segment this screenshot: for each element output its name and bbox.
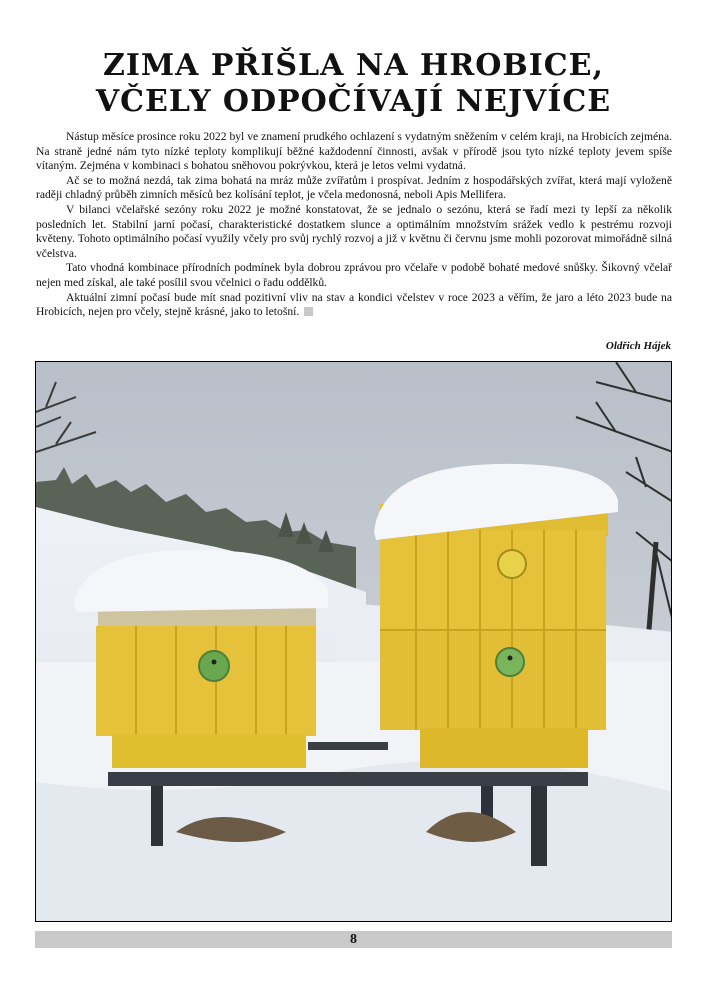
small-hive-entrance-hole xyxy=(212,660,217,665)
large-hive-top-entrance xyxy=(498,550,526,578)
small-hive-body xyxy=(96,626,316,736)
stand-leg-3 xyxy=(531,786,547,866)
hive-stand-crossbar xyxy=(308,742,388,750)
paragraph-4: Tato vhodná kombinace přírodních podmínek byla dobrou zprávou pro včelaře v podobě bohaté medové snůšky. Šikovný včelař nejen med získal, ale také posílil svou včelnici o řadu oddělků. xyxy=(36,261,672,289)
paragraph-5-text: Aktuální zimní počasí bude mít snad pozitivní vliv na stav a kondici včelstev v roce 2023 a věřím, že jaro a léto 2023 bude na Hrobicích, nejen pro včely, stejně krásné, jako to letošní. xyxy=(36,290,672,319)
beehives-illustration xyxy=(36,362,672,922)
paragraph-2: Ač se to možná nezdá, tak zima bohatá na mráz může zvířatům i prospívat. Jedním z hospodářských zvířat, která mají vyloženě raději chladný průběh zimních měsíců bez kolísání teplot, je včela medonosná, neboli Apis Mellifera. xyxy=(36,173,672,202)
article-title xyxy=(0,48,707,120)
large-hive-base xyxy=(420,728,588,768)
small-hive-base xyxy=(112,734,306,768)
large-hive-entrance-hole xyxy=(508,656,513,661)
article-body xyxy=(36,130,672,320)
hive-stand-rail xyxy=(108,772,588,786)
article-author: Oldřich Hájek xyxy=(605,340,671,352)
end-of-article-mark xyxy=(304,307,313,316)
large-hive-bottom-entrance xyxy=(496,648,524,676)
page-number: 8 xyxy=(350,932,357,947)
paragraph-5 xyxy=(36,291,672,320)
stand-leg-1 xyxy=(151,786,163,846)
title-line-2: VČELY ODPOČÍVAJÍ NEJVÍCE xyxy=(95,84,612,119)
paragraph-1: Nástup měsíce prosince roku 2022 byl ve znamení prudkého ochlazení s vydatným sněžením v celém kraji, na Hrobicích zejména. Na straně jedné nám tyto nízké teploty komplikují běžné každodenní činnosti, avšak v přírodě jsou tyto nízké teploty jevem spíše vítaným. Zejména v kombinaci s bohatou sněhovou pokrývkou, která je letos velmi vydatná. xyxy=(36,130,672,173)
small-beehive xyxy=(74,550,328,768)
large-beehive xyxy=(374,464,618,768)
small-hive-entrance xyxy=(199,651,229,681)
title-line-1: ZIMA PŘIŠLA NA HROBICE, xyxy=(103,48,604,83)
paragraph-3: V bilanci včelařské sezóny roku 2022 je možné konstatovat, že se jednalo o sezónu, která se řadí mezi ty lepší za několik posledních let. Stabilní jarní počasí, charakteristické dostatkem slunce a optimálním množstvím srážek vedlo k pestrému rozvoji květeny. Tohoto optimálního počasí využily včely pro svůj rychlý rozvoj a již v květnu či červnu jsme mohli pozorovat mimořádně silná včelstva. xyxy=(36,202,672,260)
beehives-photo xyxy=(35,361,672,922)
large-hive-lower-box xyxy=(380,630,606,730)
large-hive-upper-box xyxy=(380,530,606,630)
page-footer xyxy=(35,931,672,948)
